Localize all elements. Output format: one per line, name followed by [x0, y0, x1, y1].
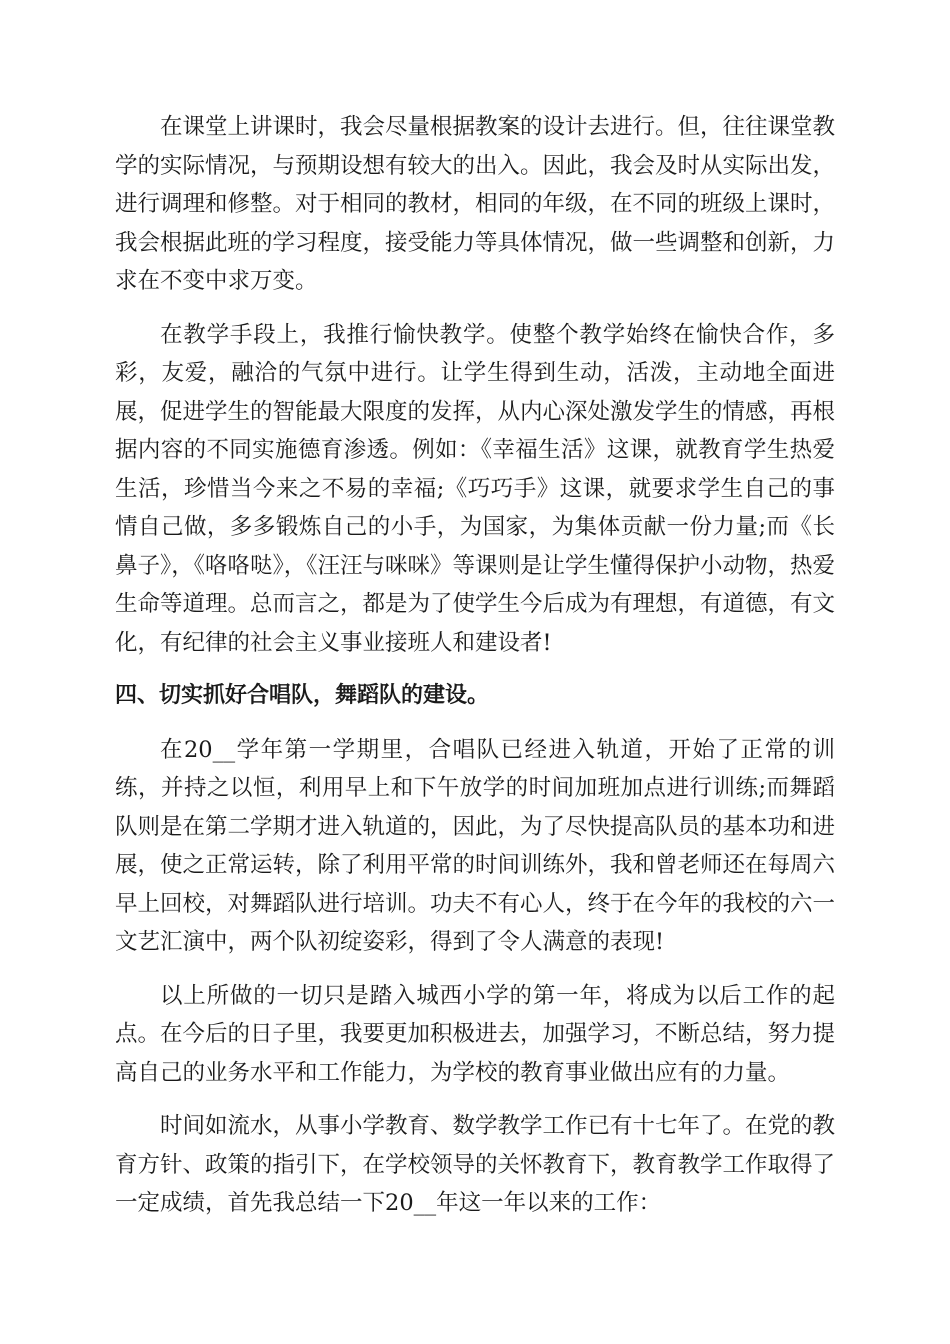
section-heading: 四、切实抓好合唱队，舞蹈队的建设。 [115, 683, 490, 708]
paragraph-classroom-teaching: 在课堂上讲课时，我会尽量根据教案的设计去进行。但，往往课堂教学的实际情况，与预期设想有较大的出入。因此，我会及时从实际出发，进行调理和修整。对于相同的教材，相同的年级，在不同的班级上课时，我会根据此班的学习程度，接受能力等具体情况，做一些调整和创新，力求在不变中求万变。 [115, 114, 836, 294]
document-page [115, 108, 835, 1238]
paragraph-time-flows: 时间如流水，从事小学教育、数学教学工作已有十七年了。在党的教育方针、政策的指引下，在学校领导的关怀教育下，教育教学工作取得了一定成绩，首先我总结一下20__年这一年以来的工作： [115, 1113, 836, 1216]
paragraph-summary: 以上所做的一切只是踏入城西小学的第一年，将成为以后工作的起点。在今后的日子里，我要更加积极进去，加强学习，不断总结，努力提高自己的业务水平和工作能力，为学校的教育事业做出应有的力量。 [115, 982, 836, 1086]
paragraph-choir-dance: 在20__学年第一学期里，合唱队已经进入轨道，开始了正常的训练，并持之以恒，利用早上和下午放学的时间加班加点进行训练;而舞蹈队则是在第二学期才进入轨道的，因此，为了尽快提高队员的基本功和进展，使之正常运转，除了利用平常的时间训练外，我和曾老师还在每周六早上回校，对舞蹈队进行培训。功夫不有心人，终于在今年的我校的六一文艺汇演中，两个队初绽姿彩，得到了令人满意的表现! [115, 736, 836, 955]
paragraph-teaching-methods: 在教学手段上，我推行愉快教学。使整个教学始终在愉快合作，多彩，友爱，融洽的气氛中进行。让学生得到生动，活泼，主动地全面进展，促进学生的智能最大限度的发挥，从内心深处激发学生的情感，再根据内容的不同实施德育渗透。例如：《幸福生活》这课，就教育学生热爱生活，珍惜当今来之不易的幸福;《巧巧手》这课，就要求学生自己的事情自己做，多多锻炼自己的小手，为国家，为集体贡献一份力量;而《长鼻子》，《咯咯哒》，《汪汪与咪咪》等课则是让学生懂得保护小动物，热爱生命等道理。总而言之，都是为了使学生今后成为有理想，有道德，有文化，有纪律的社会主义事业接班人和建设者! [115, 321, 836, 656]
